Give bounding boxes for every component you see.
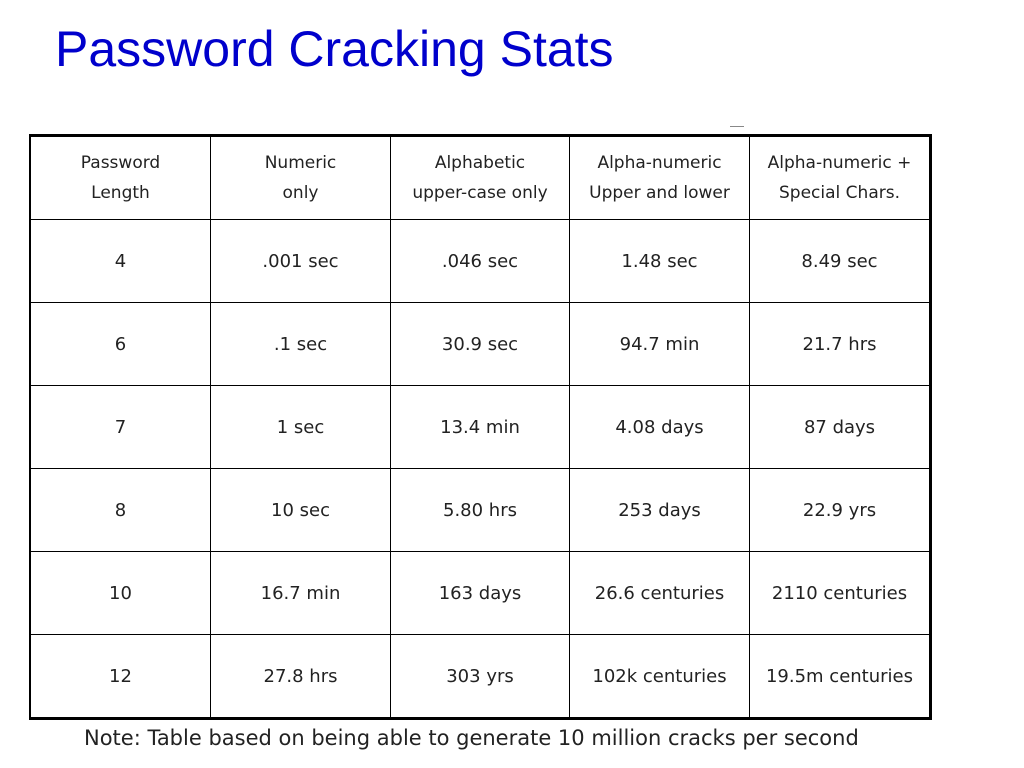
- cracking-stats-table: [29, 134, 932, 720]
- table-cell: 16.7 min: [211, 552, 391, 635]
- slide-title: Password Cracking Stats: [55, 21, 614, 77]
- table-cell: 7: [30, 386, 211, 469]
- table-cell: 8: [30, 469, 211, 552]
- header-line: Special Chars.: [779, 183, 900, 203]
- table-cell: 22.9 yrs: [750, 469, 931, 552]
- header-password-length: [30, 136, 211, 220]
- table-row: [30, 220, 931, 303]
- header-line: Length: [91, 183, 150, 203]
- table-cell: 27.8 hrs: [211, 635, 391, 719]
- table-cell: 6: [30, 303, 211, 386]
- header-line: Alpha-numeric: [597, 153, 722, 173]
- table-cell: 19.5m centuries: [750, 635, 931, 719]
- table-cell: 303 yrs: [391, 635, 570, 719]
- table-cell: 26.6 centuries: [570, 552, 750, 635]
- table-cell: 102k centuries: [570, 635, 750, 719]
- header-line: Alpha-numeric +: [767, 153, 912, 173]
- header-line: upper-case only: [412, 183, 548, 203]
- header-alphanumeric-special: [750, 136, 931, 220]
- table-cell: 163 days: [391, 552, 570, 635]
- table-row: [30, 303, 931, 386]
- table-cell: 5.80 hrs: [391, 469, 570, 552]
- table-cell: 94.7 min: [570, 303, 750, 386]
- table-footnote: Note: Table based on being able to generate 10 million cracks per second: [84, 726, 859, 750]
- table-cell: 4.08 days: [570, 386, 750, 469]
- header-line: Password: [80, 153, 161, 173]
- table-cell: 12: [30, 635, 211, 719]
- table-header-row: [30, 136, 931, 220]
- table-row: [30, 635, 931, 719]
- table-cell: 21.7 hrs: [750, 303, 931, 386]
- table-cell: 2110 centuries: [750, 552, 931, 635]
- header-numeric-only: [211, 136, 391, 220]
- header-line: Upper and lower: [589, 183, 730, 203]
- table-cell: 1.48 sec: [570, 220, 750, 303]
- table-cell: .046 sec: [391, 220, 570, 303]
- table-row: [30, 469, 931, 552]
- table-cell: 87 days: [750, 386, 931, 469]
- table-cell: 13.4 min: [391, 386, 570, 469]
- table-cell: .1 sec: [211, 303, 391, 386]
- table-row: [30, 386, 931, 469]
- header-alphanumeric: [570, 136, 750, 220]
- header-line: Alphabetic: [434, 153, 526, 173]
- table-row: [30, 552, 931, 635]
- table-cell: 1 sec: [211, 386, 391, 469]
- table-cell: 30.9 sec: [391, 303, 570, 386]
- table-cell: 4: [30, 220, 211, 303]
- table-cell: .001 sec: [211, 220, 391, 303]
- header-alphabetic-upper: [391, 136, 570, 220]
- table-cell: 10: [30, 552, 211, 635]
- header-line: Numeric: [264, 153, 337, 173]
- table-cell: 8.49 sec: [750, 220, 931, 303]
- table-cell: 10 sec: [211, 469, 391, 552]
- table-cell: 253 days: [570, 469, 750, 552]
- decorative-dash: [730, 126, 744, 127]
- header-line: only: [282, 183, 319, 203]
